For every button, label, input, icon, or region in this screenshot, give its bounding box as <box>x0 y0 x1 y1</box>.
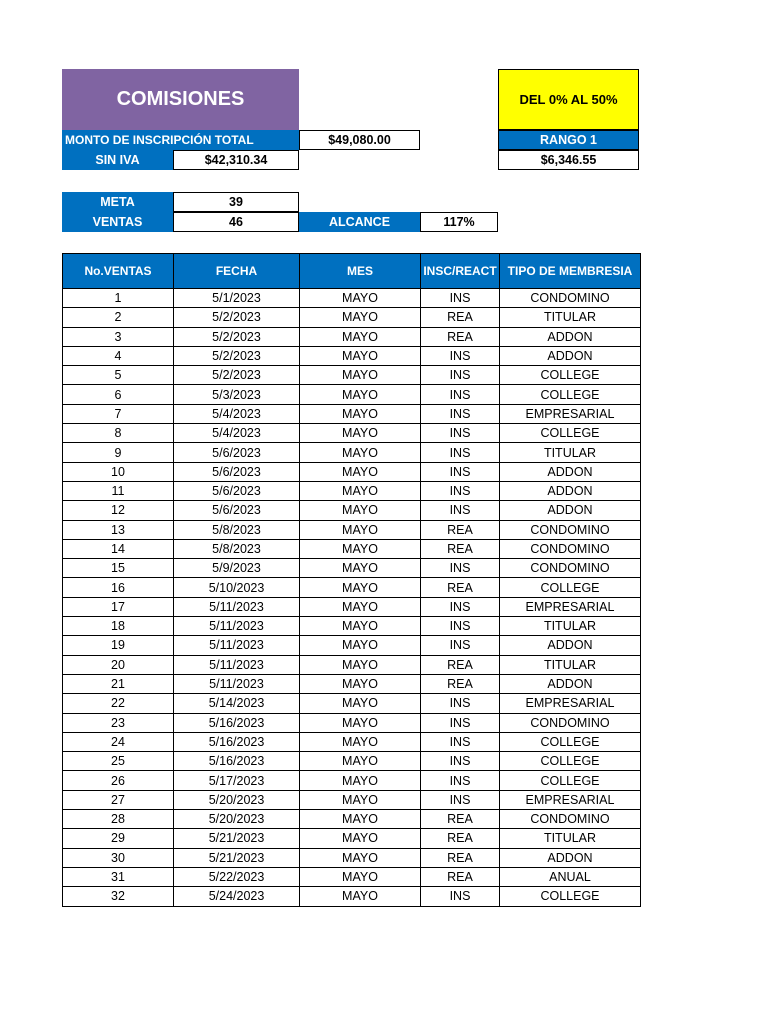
cell-fecha[interactable]: 5/2/2023 <box>174 327 300 346</box>
cell-no-ventas[interactable]: 18 <box>63 617 174 636</box>
cell-no-ventas[interactable]: 31 <box>63 867 174 886</box>
cell-no-ventas[interactable]: 21 <box>63 674 174 693</box>
cell-no-ventas[interactable]: 19 <box>63 636 174 655</box>
cell-mes[interactable]: MAYO <box>300 752 421 771</box>
cell-fecha[interactable]: 5/24/2023 <box>174 887 300 906</box>
table-row[interactable] <box>63 867 641 886</box>
cell-tipo-membresia[interactable]: COLLEGE <box>500 385 641 404</box>
cell-fecha[interactable]: 5/6/2023 <box>174 462 300 481</box>
cell-insc-react[interactable]: INS <box>421 501 500 520</box>
cell-tipo-membresia[interactable]: COLLEGE <box>500 887 641 906</box>
table-row[interactable] <box>63 887 641 906</box>
cell-tipo-membresia[interactable]: EMPRESARIAL <box>500 404 641 423</box>
cell-no-ventas[interactable]: 11 <box>63 481 174 500</box>
cell-tipo-membresia[interactable]: TITULAR <box>500 308 641 327</box>
cell-insc-react[interactable]: INS <box>421 887 500 906</box>
table-body <box>63 289 641 907</box>
cell-tipo-membresia[interactable]: ADDON <box>500 848 641 867</box>
table-row[interactable] <box>63 694 641 713</box>
cell-insc-react[interactable]: INS <box>421 424 500 443</box>
cell-insc-react[interactable]: INS <box>421 790 500 809</box>
cell-tipo-membresia[interactable]: CONDOMINO <box>500 559 641 578</box>
cell-tipo-membresia[interactable]: CONDOMINO <box>500 520 641 539</box>
cell-tipo-membresia[interactable]: ADDON <box>500 481 641 500</box>
table-row[interactable] <box>63 520 641 539</box>
cell-mes[interactable]: MAYO <box>300 887 421 906</box>
cell-fecha[interactable]: 5/21/2023 <box>174 848 300 867</box>
cell-insc-react[interactable]: REA <box>421 674 500 693</box>
table-row[interactable] <box>63 539 641 558</box>
cell-tipo-membresia[interactable]: ADDON <box>500 346 641 365</box>
cell-tipo-membresia[interactable]: ADDON <box>500 327 641 346</box>
cell-fecha[interactable]: 5/4/2023 <box>174 424 300 443</box>
column-header-no-ventas[interactable]: No.VENTAS <box>63 254 174 289</box>
page-title: COMISIONES <box>62 69 299 130</box>
cell-mes[interactable]: MAYO <box>300 655 421 674</box>
cell-insc-react[interactable]: INS <box>421 752 500 771</box>
table-row[interactable] <box>63 559 641 578</box>
cell-mes[interactable]: MAYO <box>300 829 421 848</box>
cell-insc-react[interactable]: REA <box>421 520 500 539</box>
rango-value[interactable]: $6,346.55 <box>498 150 639 170</box>
cell-fecha[interactable]: 5/11/2023 <box>174 655 300 674</box>
cell-tipo-membresia[interactable]: EMPRESARIAL <box>500 694 641 713</box>
cell-fecha[interactable]: 5/14/2023 <box>174 694 300 713</box>
cell-fecha[interactable]: 5/3/2023 <box>174 385 300 404</box>
cell-fecha[interactable]: 5/16/2023 <box>174 732 300 751</box>
cell-mes[interactable]: MAYO <box>300 539 421 558</box>
table-row[interactable] <box>63 578 641 597</box>
cell-fecha[interactable]: 5/22/2023 <box>174 867 300 886</box>
cell-tipo-membresia[interactable]: COLLEGE <box>500 752 641 771</box>
monto-label: MONTO DE INSCRIPCIÓN TOTAL <box>62 130 299 150</box>
cell-fecha[interactable]: 5/11/2023 <box>174 617 300 636</box>
cell-tipo-membresia[interactable]: EMPRESARIAL <box>500 790 641 809</box>
table-row[interactable] <box>63 636 641 655</box>
cell-mes[interactable]: MAYO <box>300 443 421 462</box>
table-row[interactable] <box>63 385 641 404</box>
cell-fecha[interactable]: 5/20/2023 <box>174 810 300 829</box>
cell-tipo-membresia[interactable]: COLLEGE <box>500 424 641 443</box>
cell-mes[interactable]: MAYO <box>300 771 421 790</box>
cell-insc-react[interactable]: REA <box>421 848 500 867</box>
cell-fecha[interactable]: 5/2/2023 <box>174 346 300 365</box>
rango-label: RANGO 1 <box>498 130 639 150</box>
cell-insc-react[interactable]: REA <box>421 810 500 829</box>
cell-no-ventas[interactable]: 24 <box>63 732 174 751</box>
cell-mes[interactable]: MAYO <box>300 617 421 636</box>
cell-mes[interactable]: MAYO <box>300 694 421 713</box>
cell-no-ventas[interactable]: 6 <box>63 385 174 404</box>
cell-fecha[interactable]: 5/17/2023 <box>174 771 300 790</box>
table-row[interactable] <box>63 462 641 481</box>
table-row[interactable] <box>63 327 641 346</box>
cell-no-ventas[interactable]: 28 <box>63 810 174 829</box>
cell-no-ventas[interactable]: 15 <box>63 559 174 578</box>
cell-no-ventas[interactable]: 23 <box>63 713 174 732</box>
cell-insc-react[interactable]: INS <box>421 385 500 404</box>
cell-mes[interactable]: MAYO <box>300 810 421 829</box>
table-row[interactable] <box>63 481 641 500</box>
alcance-value[interactable]: 117% <box>420 212 498 232</box>
cell-mes[interactable]: MAYO <box>300 674 421 693</box>
cell-insc-react[interactable]: INS <box>421 694 500 713</box>
cell-insc-react[interactable]: INS <box>421 462 500 481</box>
monto-value[interactable]: $49,080.00 <box>299 130 420 150</box>
cell-mes[interactable]: MAYO <box>300 559 421 578</box>
cell-tipo-membresia[interactable]: COLLEGE <box>500 732 641 751</box>
cell-no-ventas[interactable]: 27 <box>63 790 174 809</box>
table-row[interactable] <box>63 713 641 732</box>
column-header-insc-react[interactable]: INSC/REACT <box>421 254 500 289</box>
cell-fecha[interactable]: 5/6/2023 <box>174 481 300 500</box>
cell-insc-react[interactable]: REA <box>421 308 500 327</box>
meta-label: META <box>62 192 173 212</box>
alcance-label: ALCANCE <box>299 212 420 232</box>
table-row[interactable] <box>63 501 641 520</box>
cell-no-ventas[interactable]: 7 <box>63 404 174 423</box>
cell-mes[interactable]: MAYO <box>300 867 421 886</box>
ventas-value[interactable]: 46 <box>173 212 299 232</box>
cell-fecha[interactable]: 5/11/2023 <box>174 674 300 693</box>
cell-insc-react[interactable]: REA <box>421 829 500 848</box>
cell-tipo-membresia[interactable]: COLLEGE <box>500 578 641 597</box>
table-row[interactable] <box>63 443 641 462</box>
ventas-label: VENTAS <box>62 212 173 232</box>
cell-tipo-membresia[interactable]: TITULAR <box>500 617 641 636</box>
cell-no-ventas[interactable]: 4 <box>63 346 174 365</box>
column-header-mes[interactable]: MES <box>300 254 421 289</box>
cell-no-ventas[interactable]: 30 <box>63 848 174 867</box>
cell-fecha[interactable]: 5/1/2023 <box>174 289 300 308</box>
cell-insc-react[interactable]: REA <box>421 655 500 674</box>
cell-insc-react[interactable]: INS <box>421 443 500 462</box>
table-row[interactable] <box>63 829 641 848</box>
cell-mes[interactable]: MAYO <box>300 385 421 404</box>
cell-mes[interactable]: MAYO <box>300 327 421 346</box>
cell-mes[interactable]: MAYO <box>300 308 421 327</box>
cell-insc-react[interactable]: INS <box>421 404 500 423</box>
range-note: DEL 0% AL 50% <box>498 69 639 130</box>
cell-fecha[interactable]: 5/20/2023 <box>174 790 300 809</box>
table-row[interactable] <box>63 617 641 636</box>
table-row[interactable] <box>63 752 641 771</box>
cell-insc-react[interactable]: INS <box>421 713 500 732</box>
column-header-tipo-membresia[interactable]: TIPO DE MEMBRESIA <box>500 254 641 289</box>
cell-fecha[interactable]: 5/16/2023 <box>174 713 300 732</box>
cell-fecha[interactable]: 5/11/2023 <box>174 597 300 616</box>
cell-fecha[interactable]: 5/4/2023 <box>174 404 300 423</box>
cell-tipo-membresia[interactable]: TITULAR <box>500 829 641 848</box>
cell-tipo-membresia[interactable]: COLLEGE <box>500 366 641 385</box>
cell-fecha[interactable]: 5/21/2023 <box>174 829 300 848</box>
cell-mes[interactable]: MAYO <box>300 501 421 520</box>
cell-insc-react[interactable]: INS <box>421 289 500 308</box>
cell-no-ventas[interactable]: 12 <box>63 501 174 520</box>
cell-tipo-membresia[interactable]: EMPRESARIAL <box>500 597 641 616</box>
table-row[interactable] <box>63 674 641 693</box>
cell-mes[interactable]: MAYO <box>300 289 421 308</box>
cell-no-ventas[interactable]: 14 <box>63 539 174 558</box>
cell-tipo-membresia[interactable]: ADDON <box>500 674 641 693</box>
cell-insc-react[interactable]: REA <box>421 578 500 597</box>
cell-no-ventas[interactable]: 9 <box>63 443 174 462</box>
cell-no-ventas[interactable]: 32 <box>63 887 174 906</box>
table-row[interactable] <box>63 424 641 443</box>
table-row[interactable] <box>63 790 641 809</box>
cell-no-ventas[interactable]: 20 <box>63 655 174 674</box>
cell-mes[interactable]: MAYO <box>300 462 421 481</box>
column-header-fecha[interactable]: FECHA <box>174 254 300 289</box>
cell-fecha[interactable]: 5/9/2023 <box>174 559 300 578</box>
cell-fecha[interactable]: 5/2/2023 <box>174 308 300 327</box>
table-row[interactable] <box>63 404 641 423</box>
cell-fecha[interactable]: 5/6/2023 <box>174 501 300 520</box>
table-row[interactable] <box>63 597 641 616</box>
cell-tipo-membresia[interactable]: CONDOMINO <box>500 289 641 308</box>
cell-tipo-membresia[interactable]: COLLEGE <box>500 771 641 790</box>
table-row[interactable] <box>63 732 641 751</box>
cell-mes[interactable]: MAYO <box>300 481 421 500</box>
cell-fecha[interactable]: 5/2/2023 <box>174 366 300 385</box>
table-row[interactable] <box>63 655 641 674</box>
cell-no-ventas[interactable]: 3 <box>63 327 174 346</box>
cell-no-ventas[interactable]: 2 <box>63 308 174 327</box>
cell-mes[interactable]: MAYO <box>300 597 421 616</box>
cell-tipo-membresia[interactable]: ADDON <box>500 636 641 655</box>
table-row[interactable] <box>63 771 641 790</box>
table-header-row <box>63 254 641 289</box>
table-row[interactable] <box>63 810 641 829</box>
cell-no-ventas[interactable]: 26 <box>63 771 174 790</box>
cell-mes[interactable]: MAYO <box>300 848 421 867</box>
cell-no-ventas[interactable]: 22 <box>63 694 174 713</box>
cell-no-ventas[interactable]: 17 <box>63 597 174 616</box>
cell-fecha[interactable]: 5/11/2023 <box>174 636 300 655</box>
cell-no-ventas[interactable]: 13 <box>63 520 174 539</box>
cell-mes[interactable]: MAYO <box>300 404 421 423</box>
cell-insc-react[interactable]: REA <box>421 327 500 346</box>
cell-no-ventas[interactable]: 8 <box>63 424 174 443</box>
cell-mes[interactable]: MAYO <box>300 578 421 597</box>
sin-iva-value[interactable]: $42,310.34 <box>173 150 299 170</box>
cell-tipo-membresia[interactable]: TITULAR <box>500 655 641 674</box>
sales-table <box>62 253 641 907</box>
cell-insc-react[interactable]: INS <box>421 771 500 790</box>
cell-fecha[interactable]: 5/8/2023 <box>174 539 300 558</box>
cell-insc-react[interactable]: INS <box>421 366 500 385</box>
meta-value[interactable]: 39 <box>173 192 299 212</box>
cell-fecha[interactable]: 5/6/2023 <box>174 443 300 462</box>
cell-insc-react[interactable]: INS <box>421 346 500 365</box>
cell-tipo-membresia[interactable]: CONDOMINO <box>500 810 641 829</box>
cell-fecha[interactable]: 5/8/2023 <box>174 520 300 539</box>
cell-insc-react[interactable]: INS <box>421 636 500 655</box>
cell-no-ventas[interactable]: 25 <box>63 752 174 771</box>
sin-iva-label: SIN IVA <box>62 150 173 170</box>
cell-insc-react[interactable]: REA <box>421 539 500 558</box>
cell-insc-react[interactable]: INS <box>421 481 500 500</box>
cell-no-ventas[interactable]: 29 <box>63 829 174 848</box>
cell-insc-react[interactable]: INS <box>421 559 500 578</box>
cell-no-ventas[interactable]: 10 <box>63 462 174 481</box>
cell-mes[interactable]: MAYO <box>300 636 421 655</box>
cell-insc-react[interactable]: INS <box>421 617 500 636</box>
cell-fecha[interactable]: 5/16/2023 <box>174 752 300 771</box>
cell-tipo-membresia[interactable]: CONDOMINO <box>500 539 641 558</box>
cell-insc-react[interactable]: REA <box>421 867 500 886</box>
table-row[interactable] <box>63 289 641 308</box>
cell-tipo-membresia[interactable]: ANUAL <box>500 867 641 886</box>
cell-insc-react[interactable]: INS <box>421 732 500 751</box>
cell-mes[interactable]: MAYO <box>300 424 421 443</box>
table-row[interactable] <box>63 346 641 365</box>
table-row[interactable] <box>63 308 641 327</box>
cell-mes[interactable]: MAYO <box>300 713 421 732</box>
cell-mes[interactable]: MAYO <box>300 346 421 365</box>
cell-tipo-membresia[interactable]: ADDON <box>500 501 641 520</box>
cell-mes[interactable]: MAYO <box>300 366 421 385</box>
cell-tipo-membresia[interactable]: ADDON <box>500 462 641 481</box>
cell-mes[interactable]: MAYO <box>300 520 421 539</box>
cell-tipo-membresia[interactable]: TITULAR <box>500 443 641 462</box>
cell-insc-react[interactable]: INS <box>421 597 500 616</box>
cell-no-ventas[interactable]: 1 <box>63 289 174 308</box>
cell-no-ventas[interactable]: 16 <box>63 578 174 597</box>
table-row[interactable] <box>63 366 641 385</box>
table-row[interactable] <box>63 848 641 867</box>
cell-tipo-membresia[interactable]: CONDOMINO <box>500 713 641 732</box>
cell-no-ventas[interactable]: 5 <box>63 366 174 385</box>
cell-mes[interactable]: MAYO <box>300 790 421 809</box>
cell-fecha[interactable]: 5/10/2023 <box>174 578 300 597</box>
cell-mes[interactable]: MAYO <box>300 732 421 751</box>
